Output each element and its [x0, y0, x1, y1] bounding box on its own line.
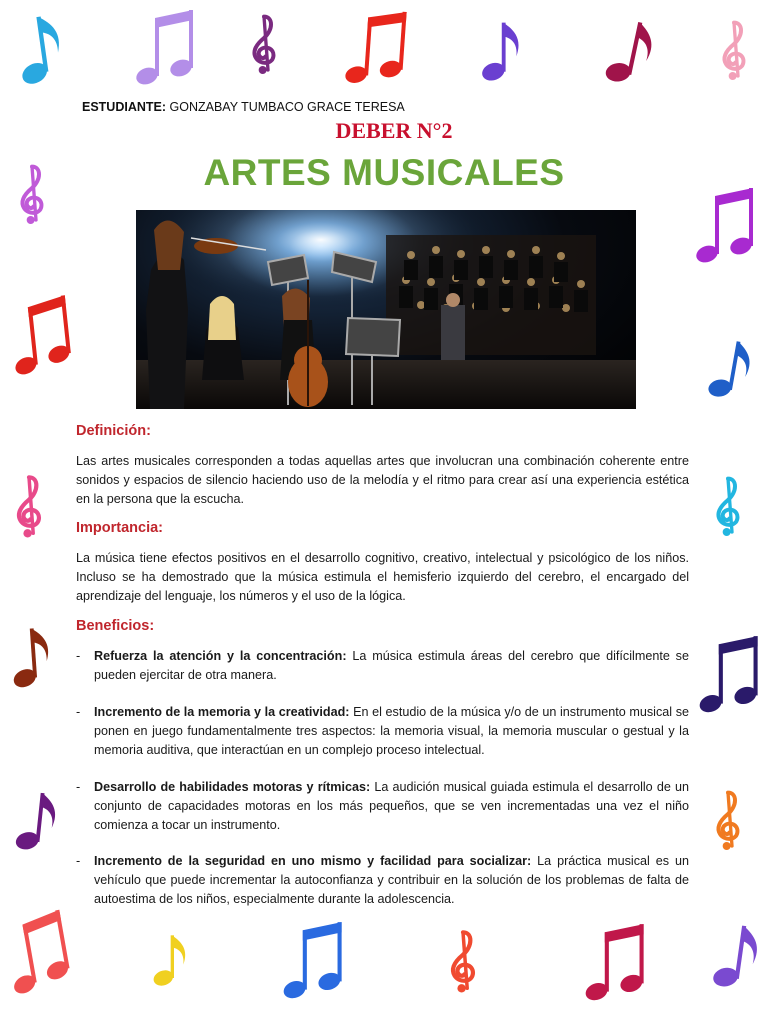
- double-eighth-note-icon: [582, 918, 648, 1010]
- treble-clef-icon: [714, 6, 754, 94]
- eighth-note-icon: [5, 613, 57, 702]
- list-item: [76, 703, 689, 760]
- double-eighth-note-icon: [130, 4, 200, 94]
- double-eighth-note-icon: [337, 2, 415, 97]
- list-item: [76, 778, 689, 835]
- benefit-text: La música estimula áreas del cerebro que difícilmente se pueden ejercitar de otra manera.: [94, 649, 689, 682]
- student-name: GONZABAY TUMBACO GRACE TERESA: [169, 100, 405, 114]
- benefit-title: Desarrollo de habilidades motoras y rítmicas:: [94, 780, 371, 794]
- double-eighth-note-icon: [698, 630, 760, 722]
- treble-clef-icon: [8, 462, 50, 550]
- eighth-note-icon: [706, 907, 768, 1005]
- assignment-title: DEBER N°2: [335, 118, 453, 143]
- musicians-photo: [136, 210, 636, 409]
- beneficios-heading: Beneficios:: [76, 618, 155, 634]
- definicion-text: Las artes musicales corresponden a todas aquellas artes que involucran una combinación coherente entre sonidos y espacios de silencio haciendo uso de la melodía y el ritmo para crear así una experiencia estética en la persona que la escucha.: [76, 454, 689, 506]
- treble-clef-icon: [442, 916, 484, 1006]
- bullet-dash: -: [76, 780, 81, 794]
- eighth-note-icon: [150, 916, 190, 1004]
- eighth-note-icon: [8, 3, 71, 95]
- treble-clef-icon: [244, 2, 284, 86]
- importancia-text: La música tiene efectos positivos en el desarrollo cognitivo, creativo, intelectual y psicológico de los niños. Incluso se ha demostrado que la música estimula el hemisferio izquierdo del cerebro, el encargado del aprendizaje del lenguaje, los números y el uso de la lógica.: [76, 551, 689, 603]
- treble-clef-icon: [708, 462, 748, 550]
- benefit-title: Refuerza la atención y la concentración:: [94, 649, 347, 663]
- musicians-illustration: [136, 210, 636, 409]
- benefit-text: La audición musical guiada estimula el desarrollo de un conjunto de capacidades motoras en los más pequeños, que se ven incrementadas una vez el niño comienza a tocar un instrumento.: [94, 780, 689, 832]
- student-label: ESTUDIANTE:: [82, 100, 167, 114]
- benefit-title: Incremento de la memoria y la creatividad:: [94, 705, 350, 719]
- list-item: [76, 852, 689, 909]
- treble-clef-icon: [708, 776, 748, 864]
- benefit-text: La práctica musical es un vehículo que puede incrementar la autoconfianza y contribuir en la solución de los problemas de falta de autoestima de los niños, especialmente durante la adolescencia.: [94, 854, 689, 906]
- bullet-dash: -: [76, 649, 81, 663]
- double-eighth-note-icon: [694, 182, 756, 272]
- eighth-note-icon: [598, 6, 664, 99]
- double-eighth-note-icon: [3, 289, 78, 385]
- list-item: [76, 647, 689, 685]
- eighth-note-icon: [10, 776, 65, 866]
- bullet-dash: -: [76, 854, 81, 868]
- student-line: [82, 100, 405, 114]
- benefit-text: En el estudio de la música y/o de un instrumento musical se ponen en juego fundamentalmente tres aspectos: la memoria visual, la memoria muscular o gestual y la memoria auditiva, que interactúan en un complejo proceso intelectual.: [94, 705, 689, 757]
- importancia-heading: Importancia:: [76, 520, 164, 536]
- double-eighth-note-icon: [0, 903, 78, 1005]
- bullet-dash: -: [76, 705, 81, 719]
- benefit-title: Incremento de la seguridad en uno mismo y facilidad para socializar:: [94, 854, 532, 868]
- eighth-note-icon: [478, 8, 524, 94]
- definicion-heading: Definición:: [76, 423, 151, 439]
- eighth-note-icon: [701, 323, 761, 416]
- page-title: ARTES MUSICALES: [203, 152, 565, 193]
- double-eighth-note-icon: [282, 916, 344, 1008]
